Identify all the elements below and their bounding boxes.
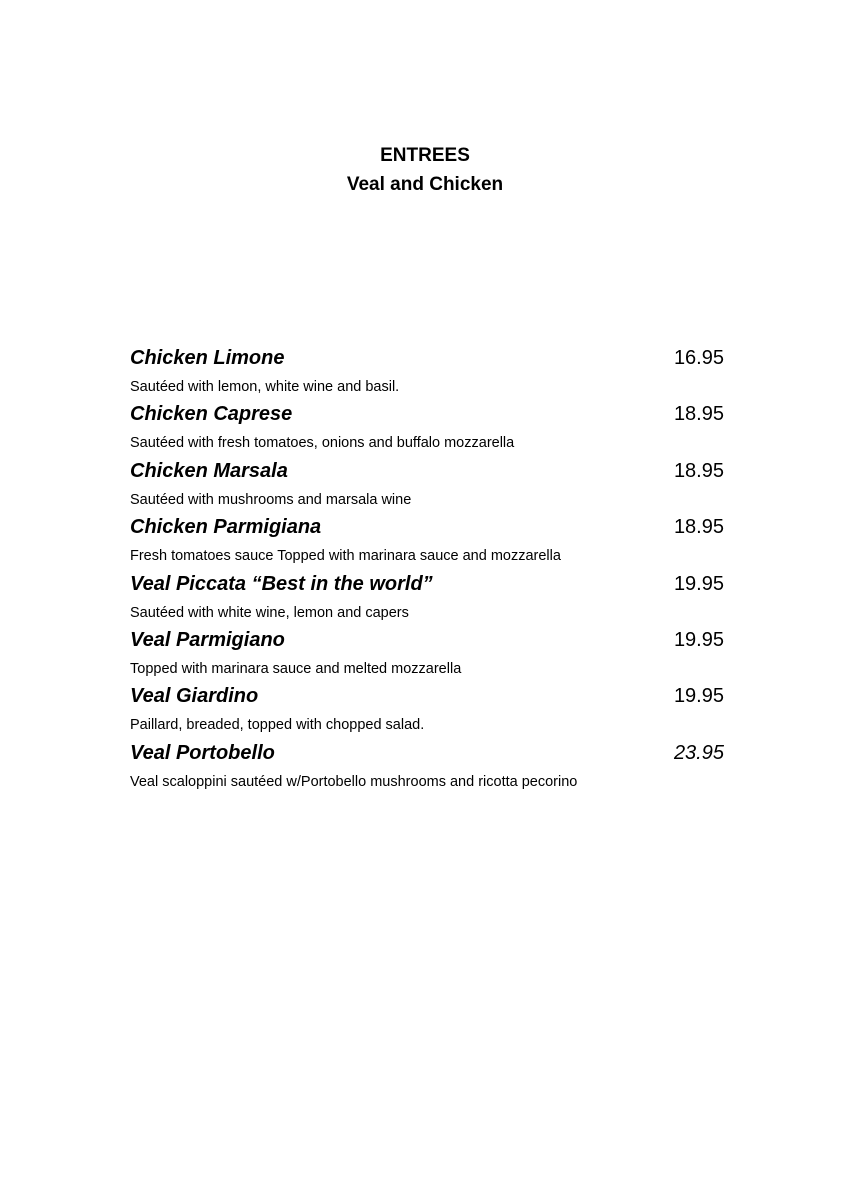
item-price: 18.95 <box>673 403 724 426</box>
menu-list <box>130 342 724 793</box>
item-price: 19.95 <box>673 572 724 595</box>
item-name: Chicken Parmigiana <box>130 516 322 539</box>
menu-item-chicken-parmigiana <box>130 511 724 567</box>
menu-item-chicken-caprese <box>130 398 724 454</box>
menu-item-veal-giardino <box>130 680 724 736</box>
item-name: Chicken Limone <box>130 347 285 369</box>
item-name: Veal Giardino <box>130 685 259 708</box>
section-subtitle: Veal and Chicken <box>346 174 504 195</box>
item-description: Sautéed with mushrooms and marsala wine <box>130 491 412 508</box>
item-price: 16.95 <box>673 347 724 369</box>
item-name: Chicken Caprese <box>130 403 293 426</box>
item-description: Topped with marinara sauce and melted mozzarella <box>130 660 462 677</box>
menu-item-chicken-marsala <box>130 455 724 511</box>
item-description: Paillard, breaded, topped with chopped salad. <box>130 717 425 734</box>
item-price: 23.95 <box>673 741 724 764</box>
menu-item-veal-piccata <box>130 568 724 624</box>
item-price: 19.95 <box>673 628 724 651</box>
item-price: 18.95 <box>673 459 724 482</box>
item-name: Veal Piccata “Best in the world” <box>130 572 433 595</box>
menu-item-veal-parmigiano <box>130 624 724 680</box>
item-name: Veal Parmigiano <box>130 628 285 651</box>
section-title: ENTREES <box>380 145 470 166</box>
item-description: Veal scaloppini sautéed w/Portobello mushrooms and ricotta pecorino <box>130 773 578 790</box>
item-description: Sautéed with lemon, white wine and basil. <box>130 379 400 395</box>
item-description: Fresh tomatoes sauce Topped with marinara sauce and mozzarella <box>130 548 561 565</box>
item-description: Sautéed with white wine, lemon and capers <box>130 604 409 621</box>
item-name: Chicken Marsala <box>130 459 288 482</box>
item-description: Sautéed with fresh tomatoes, onions and buffalo mozzarella <box>130 435 515 452</box>
menu-item-chicken-limone <box>130 342 724 398</box>
menu-header <box>0 141 850 199</box>
item-name: Veal Portobello <box>130 741 275 764</box>
menu-item-veal-portobello <box>130 737 724 793</box>
item-price: 19.95 <box>673 685 724 708</box>
item-price: 18.95 <box>673 516 724 539</box>
